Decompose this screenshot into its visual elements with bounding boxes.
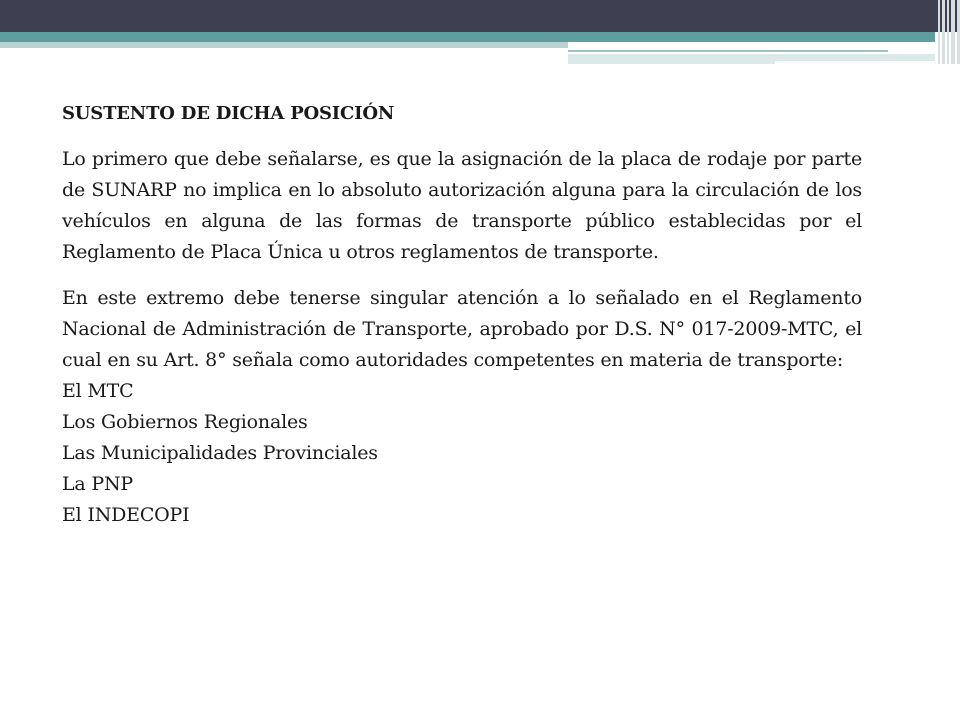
header-accent-line-white: [775, 61, 935, 64]
list-item: La PNP: [62, 473, 133, 495]
list-item: Las Municipalidades Provinciales: [62, 442, 378, 464]
paragraph-2: En este extremo debe tenerse singular atención a lo señalado en el Reglamento Nacional de Administración de Transporte, aprobado por D.S. N° 017-2009-MTC, el cual en su Art. 8° señala como autoridades competentes en materia de transporte:: [62, 287, 862, 371]
list-item: Los Gobiernos Regionales: [62, 411, 308, 433]
header-accent-line: [568, 50, 888, 52]
authorities-list: [62, 376, 862, 531]
header-bar: [0, 0, 960, 32]
list-item: El MTC: [62, 380, 134, 402]
header-teal-band-light: [0, 42, 568, 48]
slide-heading: SUSTENTO DE DICHA POSICIÓN: [62, 103, 395, 124]
header-teal-band: [0, 32, 935, 42]
header-right-stripes: [934, 0, 960, 64]
slide-content: [62, 98, 862, 531]
paragraph-1: Lo primero que debe señalarse, es que la asignación de la placa de rodaje por parte de SUNARP no implica en lo absoluto autorización alguna para la circulación de los vehículos en alguna de las formas de transporte público establecidas por el Reglamento de Placa Única u otros reglamentos de transporte.: [62, 148, 862, 263]
list-item: El INDECOPI: [62, 504, 190, 526]
